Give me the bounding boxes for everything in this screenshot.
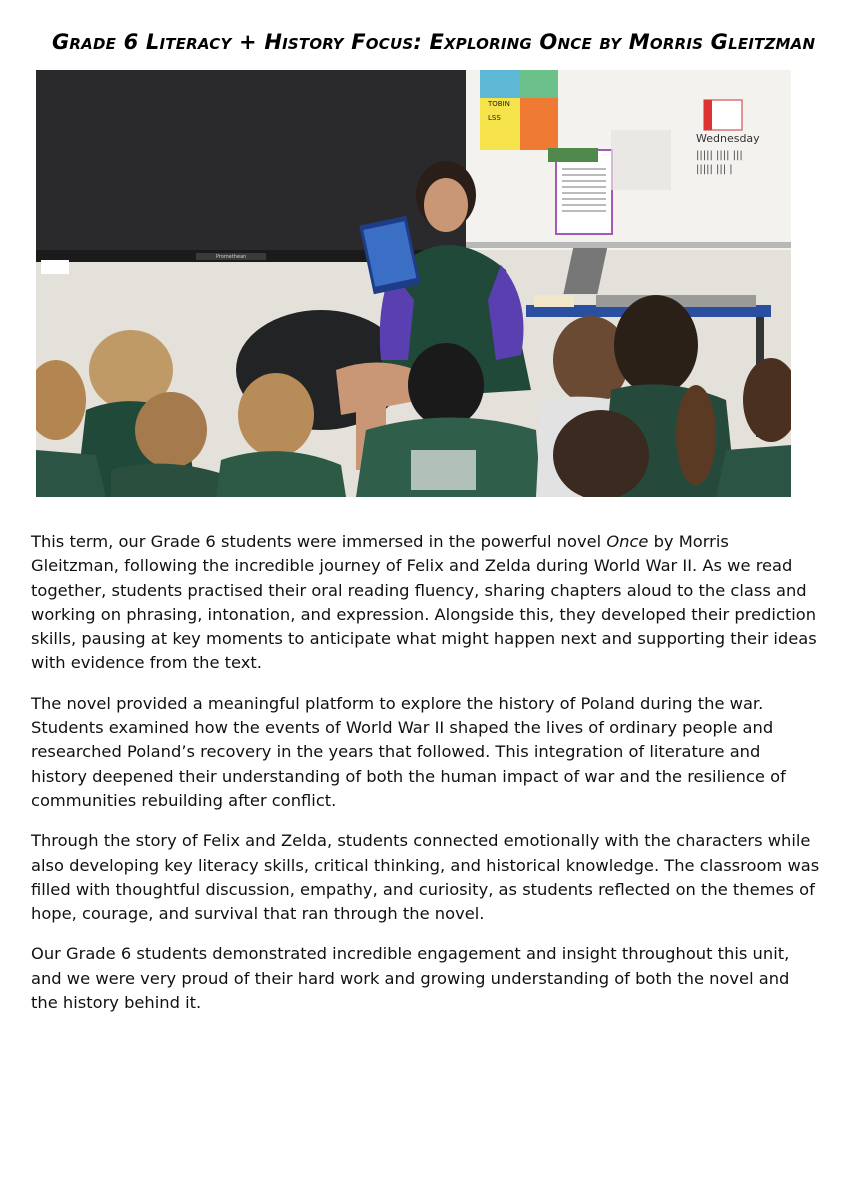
article-paragraph-2: The novel provided a meaningful platform to explore the history of Poland during the war. Students examined how the events of World War II shaped the lives of ordinary people and researched Poland’s recovery in the years that followed. This integration of literature and history deepened their understanding of both the human impact of war and the resilience of communities rebuilding after conflict.: [31, 693, 786, 810]
day-label: Wednesday: [696, 132, 760, 145]
article-paragraph-4: Our Grade 6 students demonstrated incredible engagement and insight throughout this unit, and we were very proud of their hard work and growing understanding of both the novel and the history behind it.: [31, 944, 790, 1013]
svg-text:||||| |||| |||: ||||| |||| |||: [696, 150, 743, 161]
page-title: Grade 6 Literacy + History Focus: Exploring Once by Morris Gleitzman: [52, 30, 816, 54]
article-paragraph-1: This term, our Grade 6 students were immersed in the powerful novel Once by Morris Gleitzman, following the incredible journey of Felix and Zelda during World War II. As we read together, students practised their oral reading fluency, sharing chapters aloud to the class and working on phrasing, intonation, and expression. Alongside this, they developed their prediction skills, pausing at key moments to anticipate what might happen next and supporting their ideas with evidence from the text.: [31, 532, 817, 673]
poster-name-label: TOBIN: [488, 100, 510, 108]
poster-class-label: LSS: [488, 114, 501, 122]
classroom-photo: [36, 70, 791, 497]
article-paragraph-3: Through the story of Felix and Zelda, students connected emotionally with the characters while also developing key literacy skills, critical thinking, and historical knowledge. The classroom was filled with thoughtful discussion, empathy, and curiosity, as students reflected on the themes of hope, courage, and survival that ran through the novel.: [31, 831, 820, 924]
screen-brand-label: Promethean: [216, 254, 247, 260]
article-body: [31, 530, 821, 1031]
svg-text:||||| ||| |: ||||| ||| |: [696, 164, 733, 175]
novel-title: Once: [606, 532, 649, 551]
